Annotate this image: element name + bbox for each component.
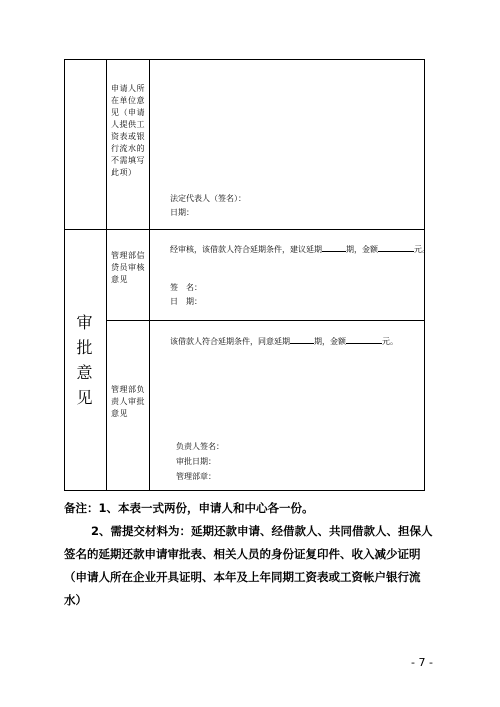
- row3-text-a: 该借款人符合延期条件，同意延期: [170, 337, 290, 346]
- row1-blank-cell: [65, 60, 107, 230]
- row1-label-cell: [107, 60, 150, 230]
- notes-section: [64, 497, 436, 612]
- row-manager-approval: [65, 321, 425, 491]
- applicant-unit-opinion-label: 申请人所在单位意见（申请人提供工资表或银行流水的不需填写此项）: [111, 84, 145, 177]
- row3-approval-sentence: [170, 334, 398, 348]
- row2-period-blank: [322, 242, 346, 252]
- row2-sign-label: 签 名：: [170, 283, 202, 292]
- department-seal-label: 管理部章：: [176, 472, 216, 481]
- note-line-1: 备注：1、本表一式两份，申请人和中心各一份。: [64, 501, 314, 515]
- row2-date-label: 日 期：: [170, 297, 202, 306]
- row1-date-label: 日期：: [170, 208, 194, 217]
- manager-approval-label: 管理部负责人审批意见: [111, 385, 145, 418]
- row1-content-cell: [150, 60, 425, 230]
- row2-text-b: 期，金额: [346, 245, 378, 254]
- row-applicant-unit-opinion: [65, 60, 425, 230]
- row3-content-cell: [150, 321, 425, 491]
- row2-review-sentence: [170, 242, 430, 256]
- page-number: - 7 -: [411, 656, 433, 669]
- loan-officer-review-label: 管理部信贷员审核意见: [111, 251, 145, 284]
- row-loan-officer-review: [65, 230, 425, 321]
- row2-content-cell: [150, 230, 430, 321]
- note-line-2: 2、需提交材料为：延期还款申请、经借款人、共同借款人、担保人签名的延期还款申请审批表、相关人员的身份证复印件、收入减少证明（申请人所在企业开具证明、本年及上年同期工资表或工资帐户银行流水）: [64, 524, 433, 607]
- row2-amount-blank: [378, 242, 414, 252]
- row3-amount-blank: [346, 334, 382, 344]
- group-label-cell: [65, 230, 107, 491]
- manager-sign-label: 负责人签名：: [176, 442, 224, 451]
- row3-label-cell: [107, 321, 150, 491]
- approval-opinion-group-label: 审批意见: [76, 313, 95, 407]
- row2-label-cell: [107, 230, 150, 321]
- legal-representative-label: 法定代表人（签名）：: [170, 194, 246, 203]
- approval-date-label: 审批日期：: [176, 457, 216, 466]
- row3-period-blank: [290, 334, 314, 344]
- row3-text-c: 元。: [382, 337, 398, 346]
- approval-form-table: [64, 59, 430, 491]
- row3-text-b: 期，金额: [314, 337, 346, 346]
- row2-text-a: 经审核，该借款人符合延期条件，建议延期: [170, 245, 322, 254]
- row2-text-c: 元。: [414, 245, 430, 254]
